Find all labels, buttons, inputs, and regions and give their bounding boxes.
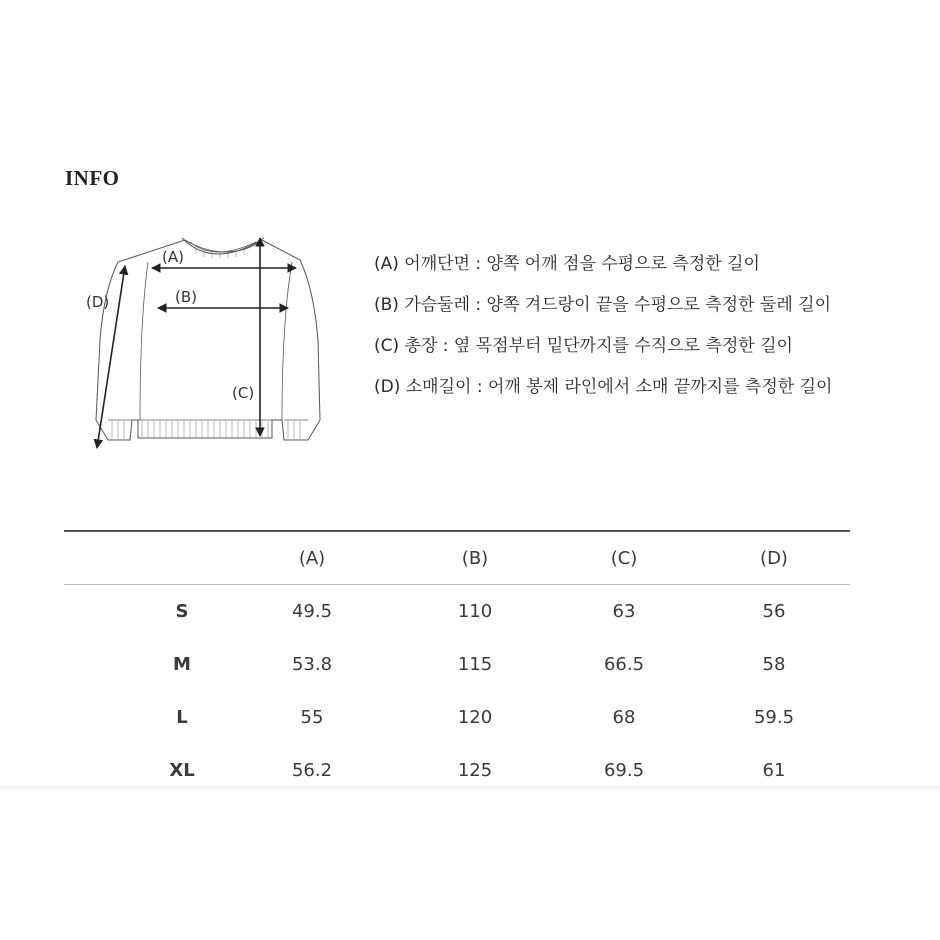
size-table [64,530,850,797]
diagram-label-c: (C) [232,384,255,402]
value-d: 58 [762,654,786,675]
size-label: S [175,601,189,622]
table-row [64,691,850,744]
size-label: M [173,654,191,675]
value-a: 53.8 [291,654,333,675]
measurement-legend [374,254,832,418]
legend-item-b: (B) 가슴둘레 : 양쪽 겨드랑이 끝을 수평으로 측정한 둘레 길이 [374,295,831,315]
value-a: 56.2 [291,760,333,781]
table-header-b: (B) [461,547,489,569]
page-title: INFO [65,166,120,190]
diagram-label-a: (A) [162,248,184,266]
value-d: 59.5 [753,707,795,728]
sweater-measurement-diagram [80,225,330,465]
bottom-fade-divider [0,786,940,794]
diagram-label-b: (B) [175,288,197,306]
table-header-a: (A) [298,547,326,569]
value-c: 63 [612,601,636,622]
legend-item-d: (D) 소매길이 : 어깨 봉제 라인에서 소매 끝까지를 측정한 길이 [374,377,833,397]
size-label: XL [169,760,195,781]
legend-item-a: (A) 어깨단면 : 양쪽 어깨 점을 수평으로 측정한 길이 [374,254,760,274]
value-b: 110 [457,601,493,622]
value-a: 49.5 [291,601,333,622]
table-row [64,638,850,691]
value-b: 115 [457,654,493,675]
value-b: 125 [457,760,493,781]
legend-item-c: (C) 총장 : 옆 목점부터 밑단까지를 수직으로 측정한 길이 [374,336,793,356]
value-a: 55 [300,707,324,728]
diagram-label-d: (D) [86,293,110,311]
value-b: 120 [457,707,493,728]
table-row [64,585,850,638]
value-c: 68 [612,707,636,728]
size-label: L [176,707,188,728]
value-c: 66.5 [603,654,645,675]
value-d: 56 [762,601,786,622]
table-header-row [64,532,850,584]
value-c: 69.5 [603,760,645,781]
value-d: 61 [762,760,786,781]
table-header-c: (C) [610,547,638,569]
table-header-d: (D) [760,547,788,569]
